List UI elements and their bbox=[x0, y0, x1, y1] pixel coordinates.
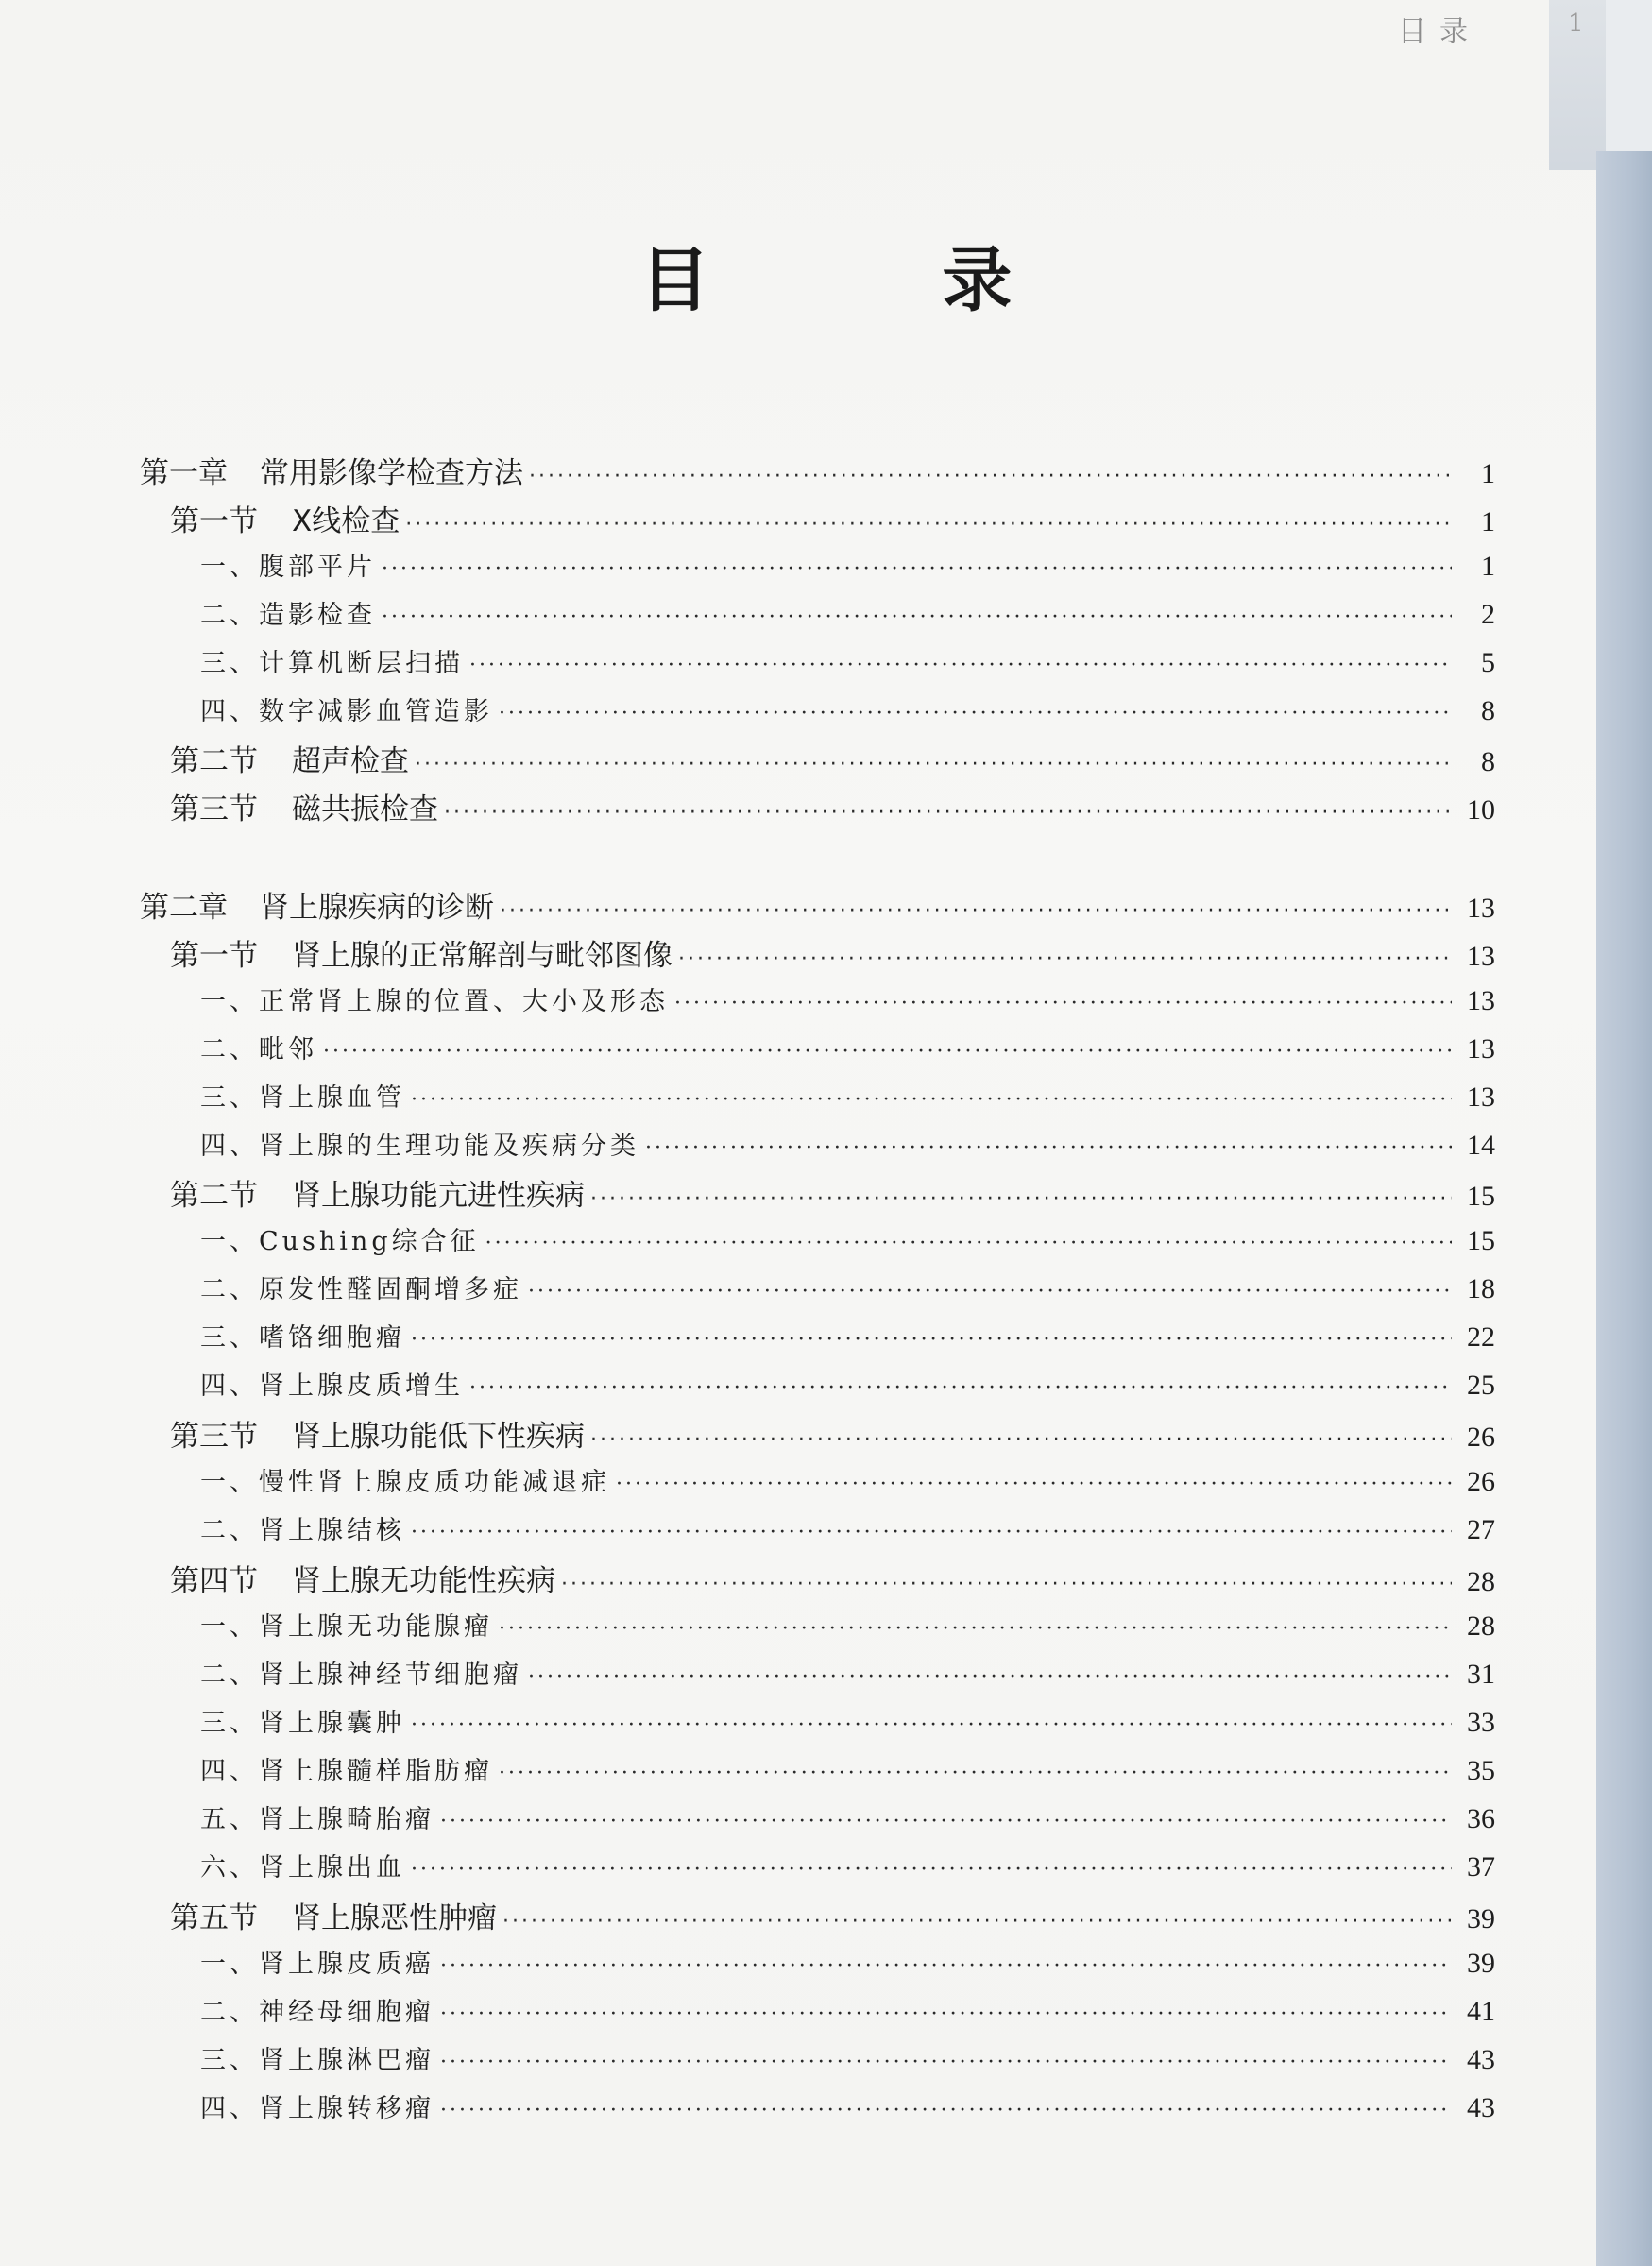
chapter-number: 第一章 bbox=[140, 456, 228, 490]
page-number: 31 bbox=[1467, 1659, 1495, 1690]
toc-item[interactable] bbox=[200, 1365, 1495, 1402]
leader-dots bbox=[411, 1523, 1452, 1543]
item-title: 二、肾上腺神经节细胞瘤 bbox=[200, 1661, 522, 1690]
item-title: 二、原发性醛固酮增多症 bbox=[200, 1275, 522, 1304]
item-title: 四、肾上腺转移瘤 bbox=[200, 2094, 434, 2123]
toc-item[interactable] bbox=[200, 1317, 1495, 1354]
leader-dots bbox=[440, 1812, 1452, 1832]
leader-dots bbox=[323, 1042, 1452, 1063]
toc-item[interactable] bbox=[200, 1847, 1495, 1883]
item-title: 一、肾上腺无功能腺瘤 bbox=[200, 1612, 493, 1642]
section-title: 超声检查 bbox=[292, 744, 409, 778]
leader-dots bbox=[382, 607, 1452, 628]
page-number: 39 bbox=[1467, 1948, 1495, 1979]
toc-item[interactable] bbox=[200, 642, 1495, 679]
page-number: 43 bbox=[1467, 2044, 1495, 2075]
toc-section[interactable] bbox=[170, 1412, 1495, 1455]
section-number: 第一节 bbox=[170, 504, 258, 538]
page-number: 26 bbox=[1467, 1466, 1495, 1497]
item-title: 三、肾上腺淋巴瘤 bbox=[200, 2046, 434, 2075]
section-title: 肾上腺的正常解剖与毗邻图像 bbox=[292, 939, 673, 973]
toc-item[interactable] bbox=[200, 1798, 1495, 1835]
toc-item[interactable] bbox=[200, 980, 1495, 1017]
section-number: 第三节 bbox=[170, 792, 258, 826]
leader-dots bbox=[415, 755, 1452, 775]
leader-dots bbox=[502, 1912, 1452, 1933]
toc-item[interactable] bbox=[200, 2087, 1495, 2124]
leader-dots bbox=[645, 1138, 1452, 1159]
page-number: 13 bbox=[1467, 893, 1495, 924]
toc-item[interactable] bbox=[200, 1509, 1495, 1546]
section-title: 肾上腺功能亢进性疾病 bbox=[292, 1179, 585, 1213]
section-title: X线检查 bbox=[292, 504, 400, 538]
item-title: 一、慢性肾上腺皮质功能减退症 bbox=[200, 1468, 610, 1497]
item-title: 二、造影检查 bbox=[200, 601, 376, 630]
leader-dots bbox=[405, 515, 1452, 536]
page-number: 15 bbox=[1467, 1225, 1495, 1256]
item-title: 一、Cushing综合征 bbox=[200, 1227, 480, 1256]
leader-dots bbox=[561, 1575, 1452, 1595]
page-number: 26 bbox=[1467, 1422, 1495, 1453]
leader-dots bbox=[469, 1378, 1452, 1399]
item-title: 四、肾上腺髓样脂肪瘤 bbox=[200, 1757, 493, 1786]
page-number: 25 bbox=[1467, 1370, 1495, 1401]
toc-item[interactable] bbox=[200, 1750, 1495, 1787]
toc-item[interactable] bbox=[200, 1029, 1495, 1065]
page-number: 5 bbox=[1481, 647, 1495, 678]
item-title: 三、嗜铬细胞瘤 bbox=[200, 1323, 405, 1353]
toc-item[interactable] bbox=[200, 1077, 1495, 1114]
leader-dots bbox=[411, 1330, 1452, 1351]
section-number: 第五节 bbox=[170, 1901, 258, 1935]
toc-item[interactable] bbox=[200, 1269, 1495, 1305]
page-number: 13 bbox=[1467, 941, 1495, 972]
leader-dots bbox=[528, 1667, 1452, 1688]
leader-dots bbox=[499, 704, 1452, 724]
toc-item[interactable] bbox=[200, 2039, 1495, 2076]
item-title: 四、数字减影血管造影 bbox=[200, 697, 493, 726]
item-title: 一、肾上腺皮质癌 bbox=[200, 1950, 434, 1979]
item-title: 二、神经母细胞瘤 bbox=[200, 1998, 434, 2027]
section-title: 肾上腺功能低下性疾病 bbox=[292, 1420, 585, 1454]
toc-item[interactable] bbox=[200, 1461, 1495, 1498]
chapter-title: 常用影像学检查方法 bbox=[260, 456, 523, 490]
leader-dots bbox=[440, 2101, 1452, 2121]
item-title: 二、毗邻 bbox=[200, 1035, 317, 1065]
section-title: 肾上腺恶性肿瘤 bbox=[292, 1901, 497, 1935]
page-number: 28 bbox=[1467, 1610, 1495, 1642]
leader-dots bbox=[469, 656, 1452, 676]
leader-dots bbox=[590, 1189, 1452, 1210]
leader-dots bbox=[440, 2053, 1452, 2073]
item-title: 三、肾上腺囊肿 bbox=[200, 1709, 405, 1738]
page-number: 8 bbox=[1481, 746, 1495, 777]
leader-dots bbox=[440, 1956, 1452, 1977]
section-number: 第二节 bbox=[170, 1179, 258, 1213]
toc-section[interactable] bbox=[170, 1557, 1495, 1599]
page-number: 2 bbox=[1481, 599, 1495, 630]
item-title: 三、肾上腺血管 bbox=[200, 1083, 405, 1113]
desk-background-edge bbox=[1596, 151, 1652, 2266]
page-number: 37 bbox=[1467, 1851, 1495, 1883]
page-number: 13 bbox=[1467, 985, 1495, 1016]
leader-dots bbox=[485, 1234, 1452, 1254]
page-number: 15 bbox=[1467, 1181, 1495, 1212]
page-number: 27 bbox=[1467, 1514, 1495, 1545]
toc-section[interactable] bbox=[170, 931, 1495, 974]
leader-dots bbox=[678, 949, 1452, 970]
toc-item[interactable] bbox=[200, 690, 1495, 727]
page-number: 1 bbox=[1481, 458, 1495, 489]
leader-dots bbox=[499, 1619, 1452, 1640]
leader-dots bbox=[674, 994, 1452, 1014]
page-number: 22 bbox=[1467, 1321, 1495, 1353]
item-title: 六、肾上腺出血 bbox=[200, 1853, 405, 1883]
toc-section[interactable] bbox=[170, 1171, 1495, 1214]
page-number: 1 bbox=[1481, 506, 1495, 537]
page-number: 43 bbox=[1467, 2092, 1495, 2123]
page-number: 33 bbox=[1467, 1707, 1495, 1738]
toc-item[interactable] bbox=[200, 1943, 1495, 1980]
toc-item[interactable] bbox=[200, 594, 1495, 631]
leader-dots bbox=[499, 1763, 1452, 1784]
page-number: 39 bbox=[1467, 1903, 1495, 1934]
leader-dots bbox=[590, 1430, 1452, 1451]
item-title: 四、肾上腺的生理功能及疾病分类 bbox=[200, 1132, 639, 1161]
page-number: 28 bbox=[1467, 1566, 1495, 1597]
toc-section[interactable] bbox=[170, 497, 1495, 539]
toc-chapter-2[interactable] bbox=[140, 883, 1495, 926]
page-number: 18 bbox=[1467, 1273, 1495, 1304]
toc-section[interactable] bbox=[170, 1894, 1495, 1936]
toc-item[interactable] bbox=[200, 546, 1495, 583]
item-title: 三、计算机断层扫描 bbox=[200, 649, 464, 678]
item-title: 一、腹部平片 bbox=[200, 553, 376, 582]
leader-dots bbox=[528, 1282, 1452, 1303]
page-number: 35 bbox=[1467, 1755, 1495, 1786]
item-title: 一、正常肾上腺的位置、大小及形态 bbox=[200, 987, 669, 1016]
page-number: 36 bbox=[1467, 1803, 1495, 1834]
leader-dots bbox=[500, 901, 1452, 922]
toc-item[interactable] bbox=[200, 1991, 1495, 2028]
section-number: 第一节 bbox=[170, 939, 258, 973]
toc-item[interactable] bbox=[200, 1702, 1495, 1739]
page-number: 13 bbox=[1467, 1033, 1495, 1065]
leader-dots bbox=[382, 559, 1452, 580]
toc-section[interactable] bbox=[170, 737, 1495, 779]
toc-title: 目 录 bbox=[639, 240, 1116, 321]
toc-item[interactable] bbox=[200, 1125, 1495, 1162]
section-number: 第四节 bbox=[170, 1564, 258, 1598]
toc-section[interactable] bbox=[170, 785, 1495, 827]
page-number: 13 bbox=[1467, 1082, 1495, 1113]
leader-dots bbox=[411, 1715, 1452, 1736]
leader-dots bbox=[444, 803, 1452, 824]
leader-dots bbox=[411, 1090, 1452, 1111]
toc-item[interactable] bbox=[200, 1654, 1495, 1691]
section-title: 磁共振检查 bbox=[292, 792, 438, 826]
running-header-page-number: 1 bbox=[1568, 9, 1584, 38]
page-number: 10 bbox=[1467, 794, 1495, 826]
chapter-title: 肾上腺疾病的诊断 bbox=[260, 891, 494, 925]
section-number: 第二节 bbox=[170, 744, 258, 778]
running-header-title: 目录 bbox=[1398, 15, 1481, 48]
page-number: 8 bbox=[1481, 695, 1495, 726]
leader-dots bbox=[411, 1860, 1452, 1881]
item-title: 四、肾上腺皮质增生 bbox=[200, 1372, 464, 1401]
item-title: 二、肾上腺结核 bbox=[200, 1516, 405, 1545]
leader-dots bbox=[616, 1474, 1452, 1495]
toc-item[interactable] bbox=[200, 1220, 1495, 1257]
leader-dots bbox=[529, 467, 1452, 487]
page-number: 14 bbox=[1467, 1130, 1495, 1161]
page-number: 1 bbox=[1481, 551, 1495, 582]
page-number: 41 bbox=[1467, 1996, 1495, 2027]
item-title: 五、肾上腺畸胎瘤 bbox=[200, 1805, 434, 1834]
section-title: 肾上腺无功能性疾病 bbox=[292, 1564, 555, 1598]
section-number: 第三节 bbox=[170, 1420, 258, 1454]
leader-dots bbox=[440, 2004, 1452, 2025]
chapter-number: 第二章 bbox=[140, 891, 228, 925]
toc-item[interactable] bbox=[200, 1606, 1495, 1643]
toc-chapter-1[interactable] bbox=[140, 449, 1495, 491]
